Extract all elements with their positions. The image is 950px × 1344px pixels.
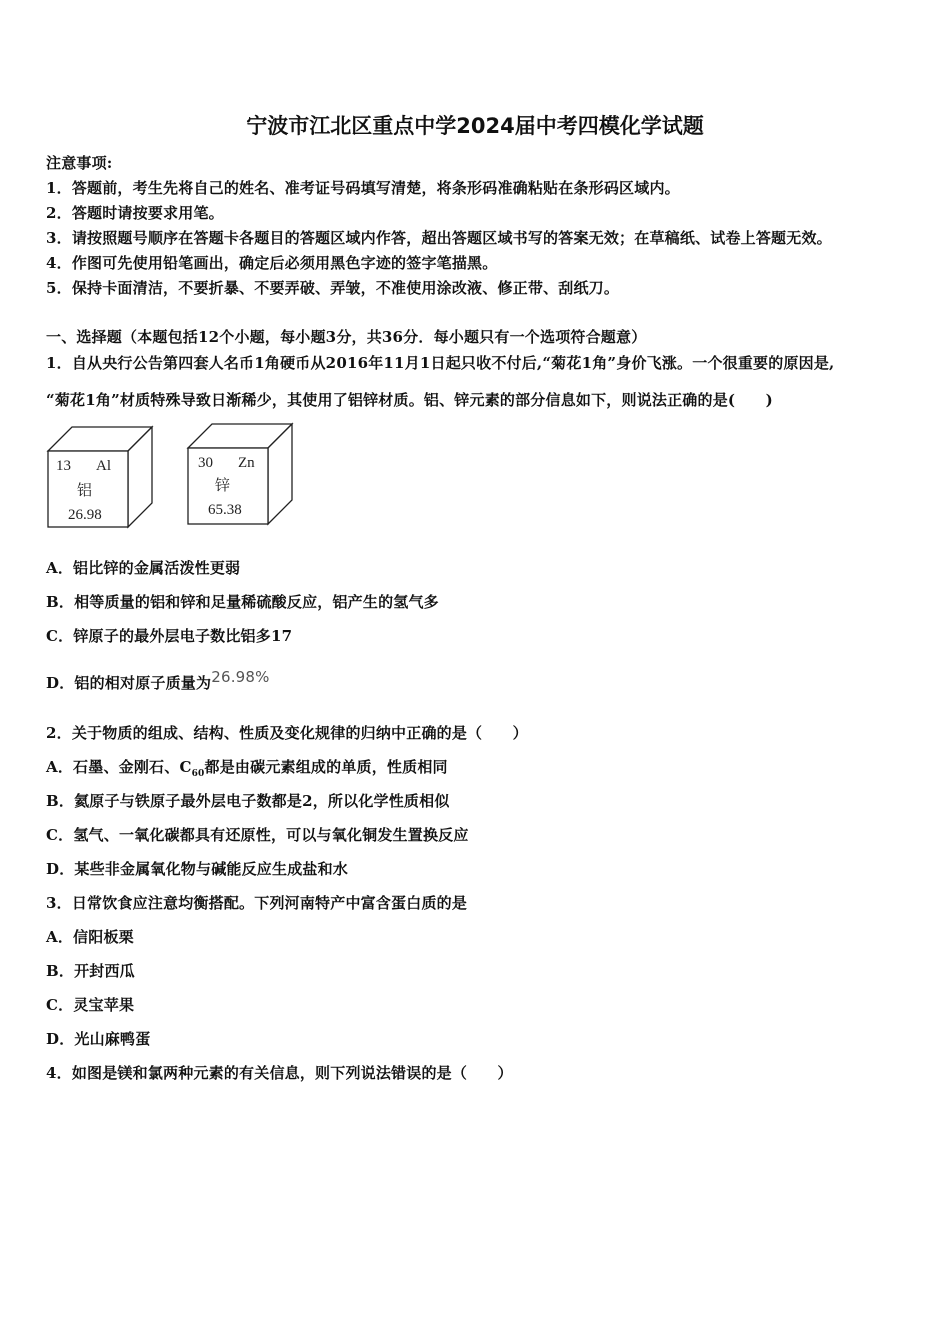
q4-stem: 4．如图是镁和氯两种元素的有关信息，则下列说法错误的是（ ） — [46, 1064, 513, 1082]
notice-item-3: 3．请按照题号顺序在答题卡各题目的答题区域内作答，超出答题区域书写的答案无效；在草稿纸、试卷上答题无效。 — [46, 229, 832, 247]
q3-option-d: D．光山麻鸭蛋 — [46, 1030, 151, 1048]
q2-option-d: D．某些非金属氧化物与碱能反应生成盐和水 — [46, 860, 349, 878]
q1-option-d-value: 26.98% — [211, 668, 270, 686]
element-card-zn — [186, 422, 296, 528]
element-card-al — [46, 423, 158, 531]
q2-option-a-pre: A．石墨、金刚石、C — [46, 758, 192, 776]
q2-stem: 2．关于物质的组成、结构、性质及变化规律的归纳中正确的是（ ） — [46, 724, 528, 742]
zn-mass: 65.38 — [208, 502, 242, 518]
al-symbol: Al — [96, 458, 111, 474]
notice-item-5: 5．保持卡面清洁，不要折暴、不要弄破、弄皱，不准使用涂改液、修正带、刮纸刀。 — [46, 279, 620, 297]
zn-name: 锌 — [215, 476, 231, 494]
al-name: 铝 — [77, 481, 93, 499]
q3-option-c: C．灵宝苹果 — [46, 996, 135, 1014]
notice-heading: 注意事项: — [46, 154, 113, 172]
section-heading: 一、选择题（本题包括12个小题，每小题3分，共36分．每小题只有一个选项符合题意） — [46, 328, 647, 346]
q1-stem-line1: 1．自从央行公告第四套人名币1角硬币从2016年11月1日起只收不付后,“菊花1角”身价飞涨。一个很重要的原因是, — [46, 354, 835, 372]
q1-option-b: B．相等质量的铝和锌和足量稀硫酸反应，铝产生的氢气多 — [46, 593, 439, 611]
page-title: 宁波市江北区重点中学2024届中考四模化学试题 — [246, 114, 704, 138]
q1-stem-line2: “菊花1角”材质特殊导致日渐稀少，其使用了铝锌材质。铝、锌元素的部分信息如下，则说法正确的是( ) — [46, 391, 773, 409]
zn-symbol: Zn — [238, 455, 255, 471]
notice-item-1: 1．答题前，考生先将自己的姓名、准考证号码填写清楚，将条形码准确粘贴在条形码区域内。 — [46, 179, 680, 197]
q1-option-a: A．铝比锌的金属活泼性更弱 — [46, 559, 241, 577]
q2-option-c: C．氢气、一氧化碳都具有还原性，可以与氧化铜发生置换反应 — [46, 826, 469, 844]
q1-option-d — [46, 668, 270, 693]
al-number: 13 — [56, 458, 71, 474]
q3-stem: 3．日常饮食应注意均衡搭配。下列河南特产中富含蛋白质的是 — [46, 894, 468, 912]
notice-item-4: 4．作图可先使用铅笔画出，确定后必须用黑色字迹的签字笔描黑。 — [46, 254, 498, 272]
q2-option-b: B．氦原子与铁原子最外层电子数都是2，所以化学性质相似 — [46, 792, 450, 810]
al-mass: 26.98 — [68, 507, 102, 523]
q2-option-a-post: 都是由碳元素组成的单质，性质相同 — [204, 758, 448, 776]
q3-option-b: B．开封西瓜 — [46, 962, 135, 980]
q2-option-a — [46, 756, 448, 779]
q3-option-a: A．信阳板栗 — [46, 928, 134, 946]
q1-option-c: C．锌原子的最外层电子数比铝多17 — [46, 627, 293, 645]
q1-option-d-text: D．铝的相对原子质量为 — [46, 674, 212, 692]
zn-number: 30 — [198, 455, 213, 471]
q2-option-a-sub: 60 — [191, 769, 205, 779]
notice-item-2: 2．答题时请按要求用笔。 — [46, 204, 224, 222]
